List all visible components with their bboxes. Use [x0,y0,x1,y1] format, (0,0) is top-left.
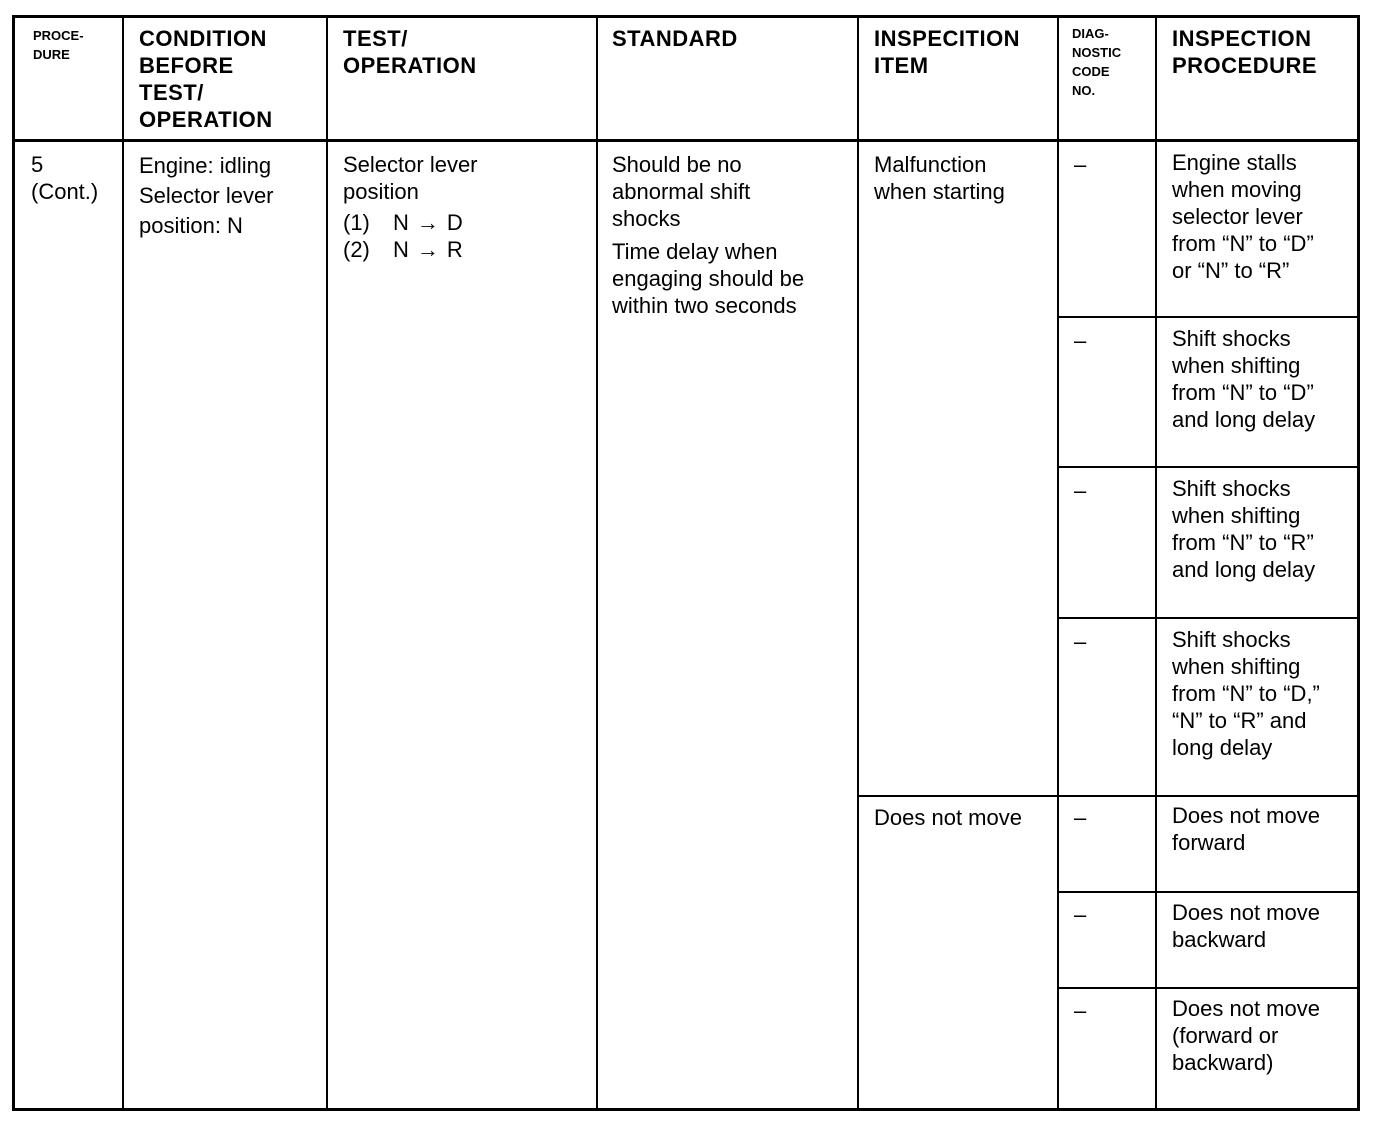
inspection-procedure [1172,899,1320,953]
inspection-procedure [1172,149,1314,284]
header-test [343,25,477,79]
cell-condition [139,151,274,241]
text-line: Shift shocks [1172,326,1291,351]
header-line: NO. [1072,83,1096,98]
text-line: long delay [1172,735,1273,760]
text-line: selector lever [1172,204,1303,229]
column-divider [857,18,859,1108]
header-diagnostic-code [1072,24,1121,100]
cell-standard [612,151,804,319]
test-item-number: (2) [343,237,370,262]
header-line: TEST/ [343,26,408,51]
arrow-right-icon: → [416,237,439,262]
diagnostic-code: – [1074,902,1087,927]
text-line: abnormal shift [612,179,751,204]
header-line: INSPECITION [874,26,1021,51]
header-standard [612,25,738,52]
text-line: backward [1172,927,1267,952]
header-line: CONDITION [139,26,267,51]
diagnostic-code: – [1074,328,1087,353]
column-divider [1057,18,1059,1108]
header-line: INSPECTION [1172,26,1312,51]
text-line: or “N” to “R” [1172,258,1290,283]
header-line: DIAG- [1072,26,1109,41]
text-line: position [343,179,419,204]
text-line: Selector lever [343,152,478,177]
header-line: PROCEDURE [1172,53,1318,78]
diagnostic-code: – [1074,478,1087,503]
column-divider [1155,18,1157,1108]
text-line: from “N” to “D,” [1172,681,1320,706]
inspection-procedure [1172,626,1320,761]
row-divider [1057,617,1357,619]
column-divider [122,18,124,1108]
cell-procedure [31,151,98,205]
header-line: PROCE- [33,28,84,43]
text-line: and long delay [1172,407,1316,432]
column-divider [596,18,598,1108]
header-line: OPERATION [139,107,273,132]
test-item-to: R [446,237,463,262]
header-line: OPERATION [343,53,477,78]
header-condition [139,25,273,133]
header-divider [15,139,1357,142]
text-line: Does not move [874,805,1022,830]
text-line: when shifting [1172,503,1301,528]
text-line: Shift shocks [1172,627,1291,652]
text-line: Does not move [1172,996,1320,1021]
arrow-right-icon: → [416,210,439,235]
header-line: TEST/ [139,80,204,105]
test-item-number: (1) [343,210,370,235]
inspection-item-malfunction [874,151,1005,205]
inspection-procedure [1172,802,1320,856]
diagnostic-code: – [1074,629,1087,654]
diagnostic-code: – [1074,152,1087,177]
header-line: BEFORE [139,53,234,78]
test-item [343,209,478,236]
text-line: engaging should be [612,266,805,291]
text-line: when moving [1172,177,1302,202]
text-line: from “N” to “D” [1172,231,1314,256]
text-line: Engine stalls [1172,150,1297,175]
header-inspection-item [874,25,1020,79]
text-line: Engine: idling [139,153,272,178]
cell-test [343,151,478,263]
text-line: Does not move [1172,900,1320,925]
inspection-procedure [1172,995,1320,1076]
header-inspection-procedure [1172,25,1317,79]
text-line: Time delay when [612,239,778,264]
text-line: within two seconds [612,293,797,318]
group-divider [857,795,1357,797]
text-line: when starting [874,179,1005,204]
inspection-item-does-not-move [874,804,1022,831]
text-line: Should be no [612,152,742,177]
text-line: shocks [612,206,681,231]
row-divider [1057,891,1357,893]
text-line: from “N” to “R” [1172,530,1314,555]
text-line: when shifting [1172,654,1301,679]
test-item-to: D [446,210,463,235]
test-item-from: N [393,210,409,235]
header-line: DURE [33,47,70,62]
text-line: when shifting [1172,353,1301,378]
header-line: NOSTIC [1072,45,1122,60]
diagnostic-code: – [1074,998,1087,1023]
header-procedure [33,26,84,64]
text-line: backward) [1172,1050,1274,1075]
row-divider [1057,316,1357,318]
inspection-table [12,15,1360,1111]
text-line: Shift shocks [1172,476,1291,501]
header-line: CODE [1072,64,1110,79]
text-line: Malfunction [874,152,987,177]
header-line: ITEM [874,53,929,78]
text-line: (forward or [1172,1023,1279,1048]
test-item [343,236,478,263]
text-line: forward [1172,830,1246,855]
column-divider [326,18,328,1108]
text-line: position: N [139,213,243,238]
inspection-procedure [1172,325,1315,433]
text-line: from “N” to “D” [1172,380,1314,405]
row-divider [1057,987,1357,989]
text-line: and long delay [1172,557,1316,582]
text-line: Does not move [1172,803,1320,828]
diagnostic-code: – [1074,805,1087,830]
header-line: STANDARD [612,26,738,51]
text-line: 5 [31,152,44,177]
text-line: Selector lever [139,183,274,208]
test-item-from: N [393,237,409,262]
row-divider [1057,466,1357,468]
text-line: (Cont.) [31,179,99,204]
inspection-procedure [1172,475,1315,583]
text-line: “N” to “R” and [1172,708,1307,733]
